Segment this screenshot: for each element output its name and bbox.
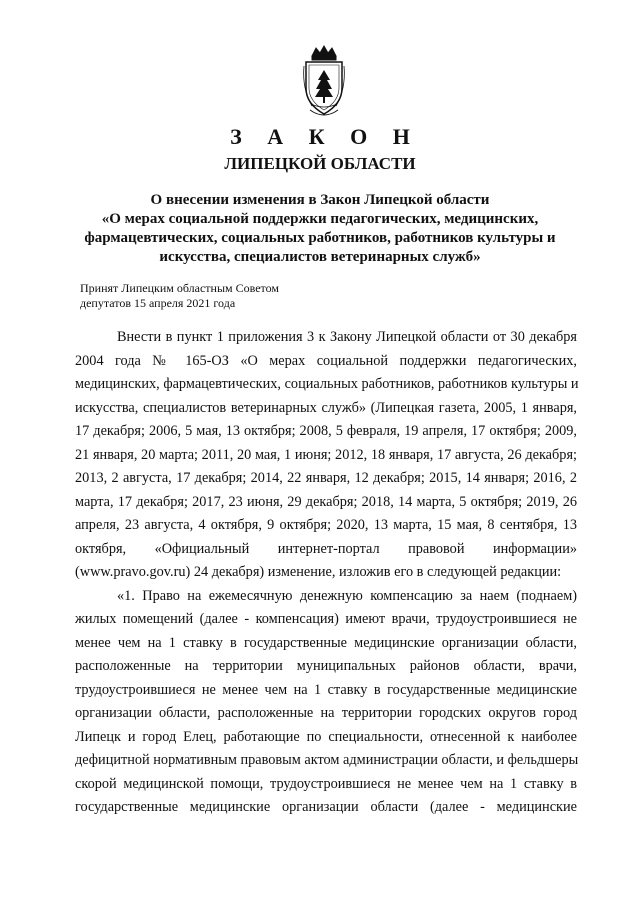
paragraph-1-line: (www.pravo.gov.ru) 24 декабря) изменение, изложив его в следующей редакции:: [75, 564, 562, 580]
paragraph-1-line: искусства, специалистов ветеринарных служб» (Липецкая газета, 2005, 1 января,: [75, 399, 577, 416]
paragraph-1-line: 17 декабря; 2006, 5 мая, 13 октября; 2008, 5 февраля, 19 апреля, 17 октября; 2009,: [75, 423, 577, 439]
paragraph-2-line: трудоустроившиеся не менее чем на 1 ставку в государственные медицинские: [75, 681, 577, 698]
adoption-line: Принят Липецким областным Советом: [80, 281, 279, 295]
law-title: З А К О Н: [230, 124, 420, 149]
paragraph-1-line: медицинских, фармацевтических, социальных работников, работников культуры и: [75, 376, 579, 392]
adoption-note: [80, 281, 279, 311]
paragraph-1-line: Внести в пункт 1 приложения 3 к Закону Липецкой области от 30 декабря: [117, 329, 577, 345]
paragraph-2-line: государственные медицинские организации области (далее - медицинские: [75, 799, 577, 815]
paragraph-2-line: менее чем на 1 ставку в государственные медицинские организации области,: [75, 634, 577, 651]
paragraph-2-line: расположенные на территории муниципальных районов области, врачи,: [75, 658, 577, 674]
paragraph-1-line: 21 января, 20 марта; 2011, 20 мая, 1 июня; 2012, 18 января, 17 августа, 26 декабря;: [75, 446, 577, 463]
paragraph-2-line: жилых помещений (далее - компенсация) имеют врачи, трудоустроившиеся не: [75, 611, 577, 627]
adoption-line: депутатов 15 апреля 2021 года: [80, 296, 236, 310]
paragraph-1-line: марта, 17 декабря; 2017, 23 июня, 29 декабря; 2018, 14 марта, 5 октября; 2019, 26: [75, 493, 577, 510]
coat-of-arms-emblem: [302, 44, 346, 120]
subject-line: «О мерах социальной поддержки педагогических, медицинских,: [101, 211, 539, 227]
paragraph-2-line: «1. Право на ежемесячную денежную компенсацию за наем (поднаем): [117, 587, 577, 604]
subject-line: фармацевтических, социальных работников, работников культуры и: [84, 230, 556, 246]
paragraph-1-line: апреля, 23 августа, 4 октября, 9 октября; 2020, 13 марта, 15 мая, 8 сентября, 13: [75, 517, 577, 533]
subject-line: искусства, специалистов ветеринарных служб»: [159, 249, 481, 265]
paragraph-2-line: Липецк и город Елец, работающие по специальности, отнесенной к наиболее: [75, 728, 577, 745]
law-body: [75, 326, 577, 820]
paragraph-2-line: организации области, расположенные на территории городских округов город: [75, 705, 577, 721]
paragraph-2-line: скорой медицинской помощи, трудоустроившиеся не менее чем на 1 ставку в: [75, 775, 577, 792]
paragraph-1-line: 2013, 2 августа, 17 декабря; 2014, 22 января, 12 декабря; 2015, 14 января; 2016, 2: [75, 470, 577, 486]
paragraph-1-line: октября, «Официальный интернет-портал правовой информации»: [75, 540, 577, 557]
law-subject: [60, 191, 580, 267]
paragraph-1-line: 2004 года № 165-ОЗ «О мерах социальной поддержки педагогических,: [75, 352, 577, 369]
subject-line: О внесении изменения в Закон Липецкой области: [150, 192, 490, 208]
law-region: ЛИПЕЦКОЙ ОБЛАСТИ: [224, 154, 416, 173]
paragraph-2-line: дефицитной нормативным правовым актом администрации области, и фельдшеры: [75, 752, 579, 768]
